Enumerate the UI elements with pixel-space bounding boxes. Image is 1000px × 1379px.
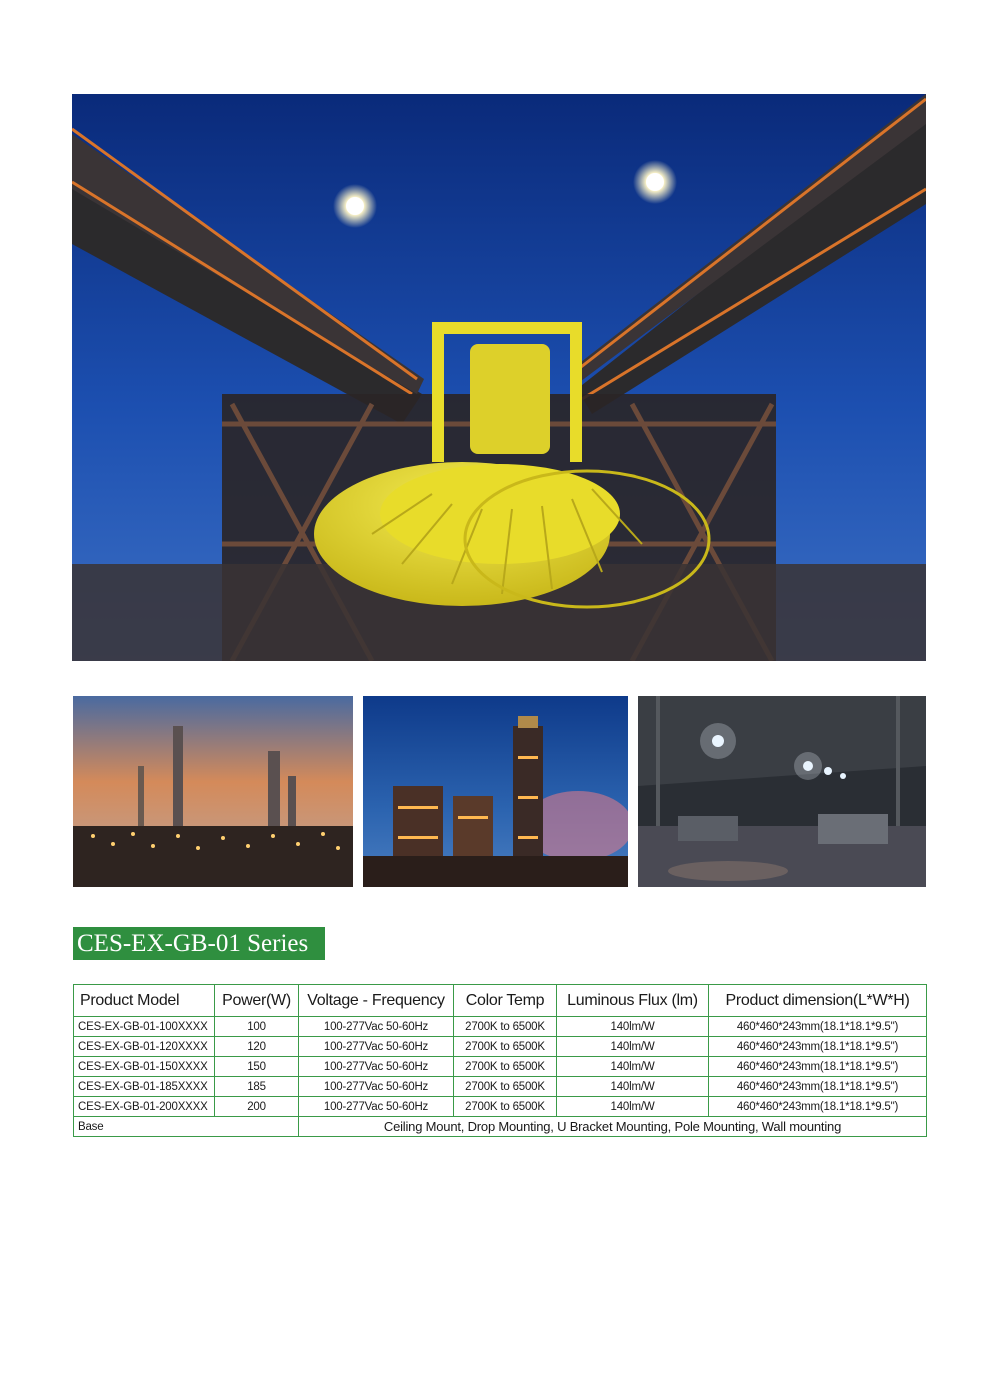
table-header-row: [74, 985, 927, 1017]
cell-model: CES-EX-GB-01-200XXXX: [74, 1097, 215, 1117]
series-title: CES-EX-GB-01 Series: [73, 927, 325, 960]
chemical-plant-icon: [363, 696, 628, 887]
cell-dimension: 460*460*243mm(18.1*18.1*9.5"): [709, 1097, 927, 1117]
refinery-icon: [73, 696, 353, 887]
table-row: [74, 1057, 927, 1077]
cell-color-temp: 2700K to 6500K: [454, 1097, 557, 1117]
cell-voltage: 100-277Vac 50-60Hz: [299, 1077, 454, 1097]
cell-model: CES-EX-GB-01-100XXXX: [74, 1017, 215, 1037]
header-power: Power(W): [215, 985, 299, 1017]
cell-voltage: 100-277Vac 50-60Hz: [299, 1017, 454, 1037]
table-row: [74, 1017, 927, 1037]
cell-model: CES-EX-GB-01-150XXXX: [74, 1057, 215, 1077]
cell-flux: 140lm/W: [557, 1017, 709, 1037]
cell-power: 120: [215, 1037, 299, 1057]
cell-dimension: 460*460*243mm(18.1*18.1*9.5"): [709, 1037, 927, 1057]
table-base-row: [74, 1117, 927, 1137]
header-color-temp: Color Temp: [454, 985, 557, 1017]
cell-voltage: 100-277Vac 50-60Hz: [299, 1037, 454, 1057]
cell-voltage: 100-277Vac 50-60Hz: [299, 1057, 454, 1077]
cell-model: CES-EX-GB-01-185XXXX: [74, 1077, 215, 1097]
cell-color-temp: 2700K to 6500K: [454, 1037, 557, 1057]
header-flux: Luminous Flux (lm): [557, 985, 709, 1017]
header-dimension: Product dimension(L*W*H): [709, 985, 927, 1017]
base-value: Ceiling Mount, Drop Mounting, U Bracket Mounting, Pole Mounting, Wall mounting: [299, 1117, 927, 1137]
table-row: [74, 1037, 927, 1057]
base-label: Base: [74, 1117, 299, 1137]
header-model: Product Model: [74, 985, 215, 1017]
refinery-sunset-photo: [73, 696, 353, 887]
industrial-plant-dusk-photo: [363, 696, 628, 887]
table-row: [74, 1077, 927, 1097]
cell-flux: 140lm/W: [557, 1077, 709, 1097]
cell-dimension: 460*460*243mm(18.1*18.1*9.5"): [709, 1017, 927, 1037]
cell-voltage: 100-277Vac 50-60Hz: [299, 1097, 454, 1117]
cell-power: 185: [215, 1077, 299, 1097]
spec-table: [73, 984, 927, 1137]
cell-color-temp: 2700K to 6500K: [454, 1077, 557, 1097]
cell-power: 100: [215, 1017, 299, 1037]
cell-color-temp: 2700K to 6500K: [454, 1017, 557, 1037]
cell-dimension: 460*460*243mm(18.1*18.1*9.5"): [709, 1057, 927, 1077]
cell-power: 200: [215, 1097, 299, 1117]
cell-flux: 140lm/W: [557, 1057, 709, 1077]
factory-warehouse-photo: [638, 696, 926, 887]
cell-model: CES-EX-GB-01-120XXXX: [74, 1037, 215, 1057]
cell-color-temp: 2700K to 6500K: [454, 1057, 557, 1077]
table-row: [74, 1097, 927, 1117]
cell-power: 150: [215, 1057, 299, 1077]
cell-flux: 140lm/W: [557, 1037, 709, 1057]
yellow-high-bay-light-icon: [72, 94, 926, 661]
hero-product-photo: [72, 94, 926, 661]
warehouse-icon: [638, 696, 926, 887]
cell-flux: 140lm/W: [557, 1097, 709, 1117]
header-voltage: Voltage - Frequency: [299, 985, 454, 1017]
cell-dimension: 460*460*243mm(18.1*18.1*9.5"): [709, 1077, 927, 1097]
